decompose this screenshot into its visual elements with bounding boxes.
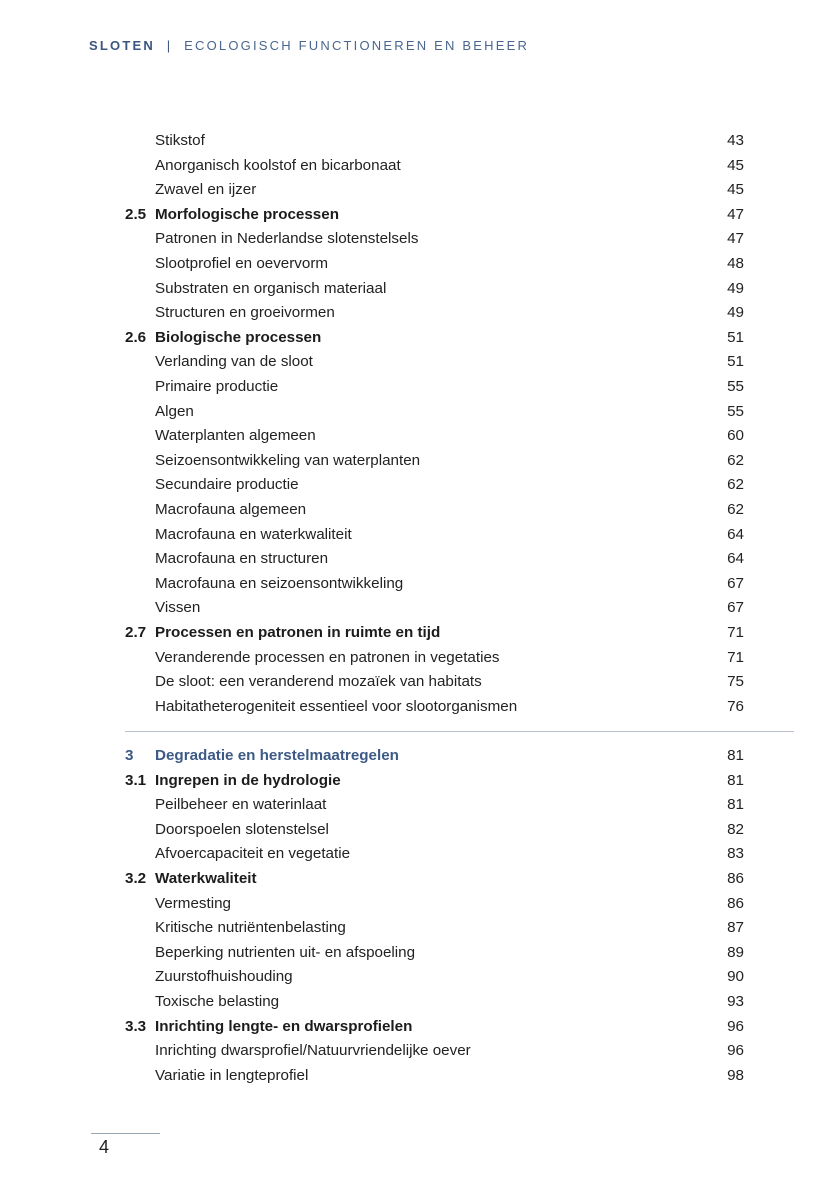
toc-entry[interactable] xyxy=(0,498,822,522)
toc-entry[interactable] xyxy=(0,670,822,694)
toc-entry[interactable] xyxy=(0,965,822,989)
toc-page-number: 47 xyxy=(727,205,744,223)
toc-page-number: 55 xyxy=(727,378,744,395)
toc-page-number: 64 xyxy=(727,550,744,568)
toc-title: Substraten en organisch materiaal xyxy=(155,279,387,297)
toc-entry[interactable] xyxy=(0,523,822,547)
toc-page-number: 89 xyxy=(727,943,744,961)
toc-page-number: 62 xyxy=(727,476,744,494)
toc-page-number: 93 xyxy=(727,993,744,1010)
toc-page-number: 55 xyxy=(727,402,744,420)
toc-title: Zuurstofhuishouding xyxy=(155,968,293,986)
toc-title: Inrichting dwarsprofiel/Natuurvriendelijke oever xyxy=(155,1042,471,1060)
toc-title: Biologische processen xyxy=(155,328,322,346)
toc-page-number: 82 xyxy=(727,820,744,838)
toc-title: Kritische nutriëntenbelasting xyxy=(155,919,346,937)
toc-entry[interactable] xyxy=(0,842,822,866)
toc-section-heading[interactable] xyxy=(0,769,822,793)
toc-page-number: 87 xyxy=(727,919,744,937)
toc-title: Anorganisch koolstof en bicarbonaat xyxy=(155,156,401,174)
toc-page-number: 51 xyxy=(727,353,744,371)
toc-title: Toxische belasting xyxy=(155,993,280,1010)
toc-entry[interactable] xyxy=(0,941,822,965)
toc-page-number: 67 xyxy=(727,574,744,592)
toc-title: Ingrepen in de hydrologie xyxy=(155,771,341,789)
toc-entry[interactable] xyxy=(0,178,822,202)
toc-entry[interactable] xyxy=(0,350,822,374)
toc-entry[interactable] xyxy=(0,473,822,497)
toc-entry[interactable] xyxy=(0,424,822,448)
toc-entry[interactable] xyxy=(0,301,822,325)
toc-page-number: 47 xyxy=(727,230,744,248)
book-subtitle: ECOLOGISCH FUNCTIONEREN EN BEHEER xyxy=(184,38,530,53)
toc-title: Secundaire productie xyxy=(155,476,299,494)
toc-page-number: 90 xyxy=(727,968,744,986)
toc-entry[interactable] xyxy=(0,1064,822,1088)
toc-title: Vermesting xyxy=(155,894,231,912)
toc-page-number: 98 xyxy=(727,1066,744,1084)
toc-title: Beperking nutrienten uit- en afspoeling xyxy=(155,943,416,961)
toc-entry[interactable] xyxy=(0,793,822,817)
toc-title: Macrofauna en seizoensontwikkeling xyxy=(155,574,404,592)
toc-page-number: 45 xyxy=(727,156,744,174)
toc-page-number: 86 xyxy=(727,870,744,887)
toc-page-number: 76 xyxy=(727,697,744,715)
toc-page-number: 81 xyxy=(727,747,744,764)
toc-entry[interactable] xyxy=(0,892,822,916)
header-separator: | xyxy=(166,38,173,53)
toc-title: Habitatheterogeniteit essentieel voor slootorganismen xyxy=(155,697,518,715)
toc-title: Structuren en groeivormen xyxy=(155,304,335,322)
toc-title: Peilbeheer en waterinlaat xyxy=(155,796,327,814)
toc-number: 2.6 xyxy=(125,328,147,346)
toc-number: 3 xyxy=(125,747,134,764)
footer-rule xyxy=(91,1133,160,1134)
toc-number: 3.2 xyxy=(125,870,147,887)
toc-entry[interactable] xyxy=(0,154,822,178)
toc-number: 3.3 xyxy=(125,1017,147,1035)
toc-page-number: 96 xyxy=(727,1042,744,1060)
toc-page-number: 81 xyxy=(727,796,744,814)
toc-page-number: 86 xyxy=(727,894,744,912)
toc-entry[interactable] xyxy=(0,596,822,620)
toc-entry[interactable] xyxy=(0,449,822,473)
toc-number: 2.5 xyxy=(125,205,147,223)
toc-title: Slootprofiel en oevervorm xyxy=(155,255,329,272)
toc-section-heading[interactable] xyxy=(0,326,822,350)
toc-page-number: 48 xyxy=(727,255,744,272)
toc-title: Stikstof xyxy=(155,132,205,149)
toc-title: Macrofauna en structuren xyxy=(155,550,329,568)
toc-number: 3.1 xyxy=(125,771,147,789)
toc-title: Doorspoelen slotenstelsel xyxy=(155,820,329,838)
toc-title: Degradatie en herstelmaatregelen xyxy=(155,747,399,764)
toc-entry[interactable] xyxy=(0,400,822,424)
toc-entry[interactable] xyxy=(0,646,822,670)
toc-title: Macrofauna algemeen xyxy=(155,501,307,518)
toc-page-number: 60 xyxy=(727,427,744,445)
toc-page-number: 62 xyxy=(727,451,744,469)
toc-title: Inrichting lengte- en dwarsprofielen xyxy=(155,1017,413,1035)
toc-page-number: 64 xyxy=(727,525,744,543)
toc-title: Waterkwaliteit xyxy=(155,870,257,887)
page-number: 4 xyxy=(99,1137,110,1157)
toc-entry[interactable] xyxy=(0,990,822,1014)
toc-entry[interactable] xyxy=(0,129,822,153)
toc-page-number: 49 xyxy=(727,279,744,297)
toc-page-number: 51 xyxy=(727,328,744,346)
running-header xyxy=(89,38,529,53)
toc-title: Waterplanten algemeen xyxy=(155,427,316,445)
toc-page-number: 43 xyxy=(727,132,744,149)
toc-page-number: 67 xyxy=(727,599,744,617)
toc-title: Verlanding van de sloot xyxy=(155,353,313,371)
toc-page-number: 71 xyxy=(727,648,744,666)
toc-number: 2.7 xyxy=(125,624,147,641)
toc-page-number: 45 xyxy=(727,181,744,199)
toc-entry[interactable] xyxy=(0,277,822,301)
toc-page-number: 83 xyxy=(727,845,744,863)
toc-title: Afvoercapaciteit en vegetatie xyxy=(155,845,351,863)
toc-title: Zwavel en ijzer xyxy=(155,181,257,199)
toc-entry[interactable] xyxy=(0,572,822,596)
book-title: SLOTEN xyxy=(89,38,155,53)
toc-title: Patronen in Nederlandse slotenstelsels xyxy=(155,230,419,248)
toc-entry[interactable] xyxy=(0,1039,822,1063)
toc-page-number: 75 xyxy=(727,673,744,691)
toc-title: Morfologische processen xyxy=(155,205,339,223)
toc-section-heading[interactable] xyxy=(0,621,822,645)
toc-title: Variatie in lengteprofiel xyxy=(155,1066,309,1084)
toc-page-number: 71 xyxy=(727,624,744,641)
toc-title: Processen en patronen in ruimte en tijd xyxy=(155,624,441,641)
toc-entry[interactable] xyxy=(0,916,822,940)
toc-title: Veranderende processen en patronen in vegetaties xyxy=(155,648,500,666)
toc-page-number: 49 xyxy=(727,304,744,322)
toc-entry[interactable] xyxy=(0,818,822,842)
toc-title: Vissen xyxy=(155,599,201,617)
toc-entry[interactable] xyxy=(0,227,822,251)
toc-title: De sloot: een veranderend mozaïek van habitats xyxy=(155,673,482,691)
chapter-divider xyxy=(125,731,794,732)
toc-section-heading[interactable] xyxy=(0,1015,822,1039)
toc-title: Primaire productie xyxy=(155,378,279,395)
toc-title: Seizoensontwikkeling van waterplanten xyxy=(155,451,421,469)
toc-entry[interactable] xyxy=(0,252,822,276)
toc-title: Macrofauna en waterkwaliteit xyxy=(155,525,352,543)
toc-section-heading[interactable] xyxy=(0,867,822,891)
toc-chapter-heading[interactable] xyxy=(0,744,822,768)
toc-section-heading[interactable] xyxy=(0,203,822,227)
toc-page-number: 96 xyxy=(727,1017,744,1035)
toc-entry[interactable] xyxy=(0,695,822,719)
toc-page-number: 81 xyxy=(727,771,744,789)
toc-entry[interactable] xyxy=(0,375,822,399)
toc-page-number: 62 xyxy=(727,501,744,518)
toc-title: Algen xyxy=(155,402,194,420)
toc-entry[interactable] xyxy=(0,547,822,571)
